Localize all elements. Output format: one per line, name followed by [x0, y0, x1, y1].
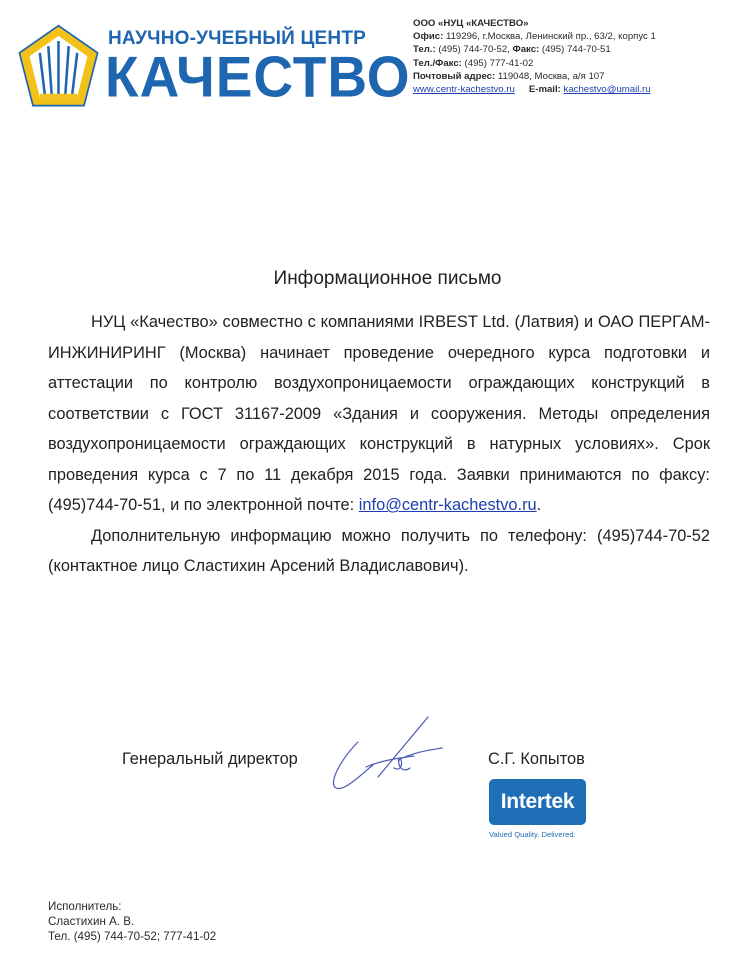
website-link[interactable]: www.centr-kachestvo.ru [413, 84, 515, 96]
tel-label: Тел.: [413, 44, 436, 56]
handwritten-signature-icon [318, 712, 448, 797]
email-label: E-mail: [528, 84, 561, 96]
intertek-tagline: Valued Quality. Delivered. [489, 830, 576, 839]
postal-address: 119048, Москва, а/я 107 [497, 70, 605, 82]
fax-value: (495) 744-70-51 [541, 44, 611, 56]
signer-name: С.Г. Копытов [488, 750, 585, 768]
intertek-logo: Intertek [489, 779, 586, 825]
tel-value: (495) 744-70-52, [438, 44, 510, 56]
contacts-block [413, 17, 656, 96]
paragraph-2: Дополнительную информацию можно получить по телефону: (495)744-70-52 (контактное лицо Сластихин Арсений Владиславович). [48, 526, 710, 575]
executor-label: Исполнитель: [48, 900, 122, 913]
letter-body [48, 307, 710, 582]
office-address: 119296, г.Москва, Ленинский пр., 63/2, корпус 1 [445, 31, 656, 43]
brand-subtitle: НАУЧНО-УЧЕБНЫЙ ЦЕНТР [108, 28, 367, 49]
company-name: ООО «НУЦ «КАЧЕСТВО» [413, 18, 529, 29]
telfax-value: (495) 777-41-02 [464, 57, 534, 69]
brand-title: КАЧЕСТВО [105, 43, 411, 109]
office-label: Офис: [413, 31, 444, 43]
fax-label: Факс: [512, 44, 540, 56]
logo-emblem-icon [16, 24, 101, 109]
info-email-link[interactable]: info@centr-kachestvo.ru [358, 496, 537, 514]
paragraph-1-end: . [536, 496, 542, 514]
telfax-label: Тел./Факс: [413, 57, 462, 69]
paragraph-1 [48, 307, 710, 521]
executor-block [48, 899, 216, 944]
paragraph-1-text: НУЦ «Качество» совместно с компаниями IRBEST Ltd. (Латвия) и ОАО ПЕРГАМ-ИНЖИНИРИНГ (Москва) начинает проведение очередного курса подготовки и аттестации по контролю воздухопроницаемости ограждающих конструкций в соответствии с ГОСТ 31167-2009 «Здания и сооружения. Методы определения воздухопроницаемости ограждающих конструкций в натурных условиях». Срок проведения курса с 7 по 11 декабря 2015 года. Заявки принимаются по факсу: (495)744-70-51, и по электронной почте: [48, 313, 710, 514]
executor-name: Сластихин А. В. [48, 915, 135, 928]
letter-title: Информационное письмо [273, 268, 502, 289]
executor-phone: Тел. (495) 744-70-52; 777-41-02 [48, 930, 217, 943]
postal-label: Почтовый адрес: [413, 70, 496, 82]
email-link[interactable]: kachestvo@umail.ru [563, 84, 651, 96]
signer-role: Генеральный директор [122, 750, 298, 768]
